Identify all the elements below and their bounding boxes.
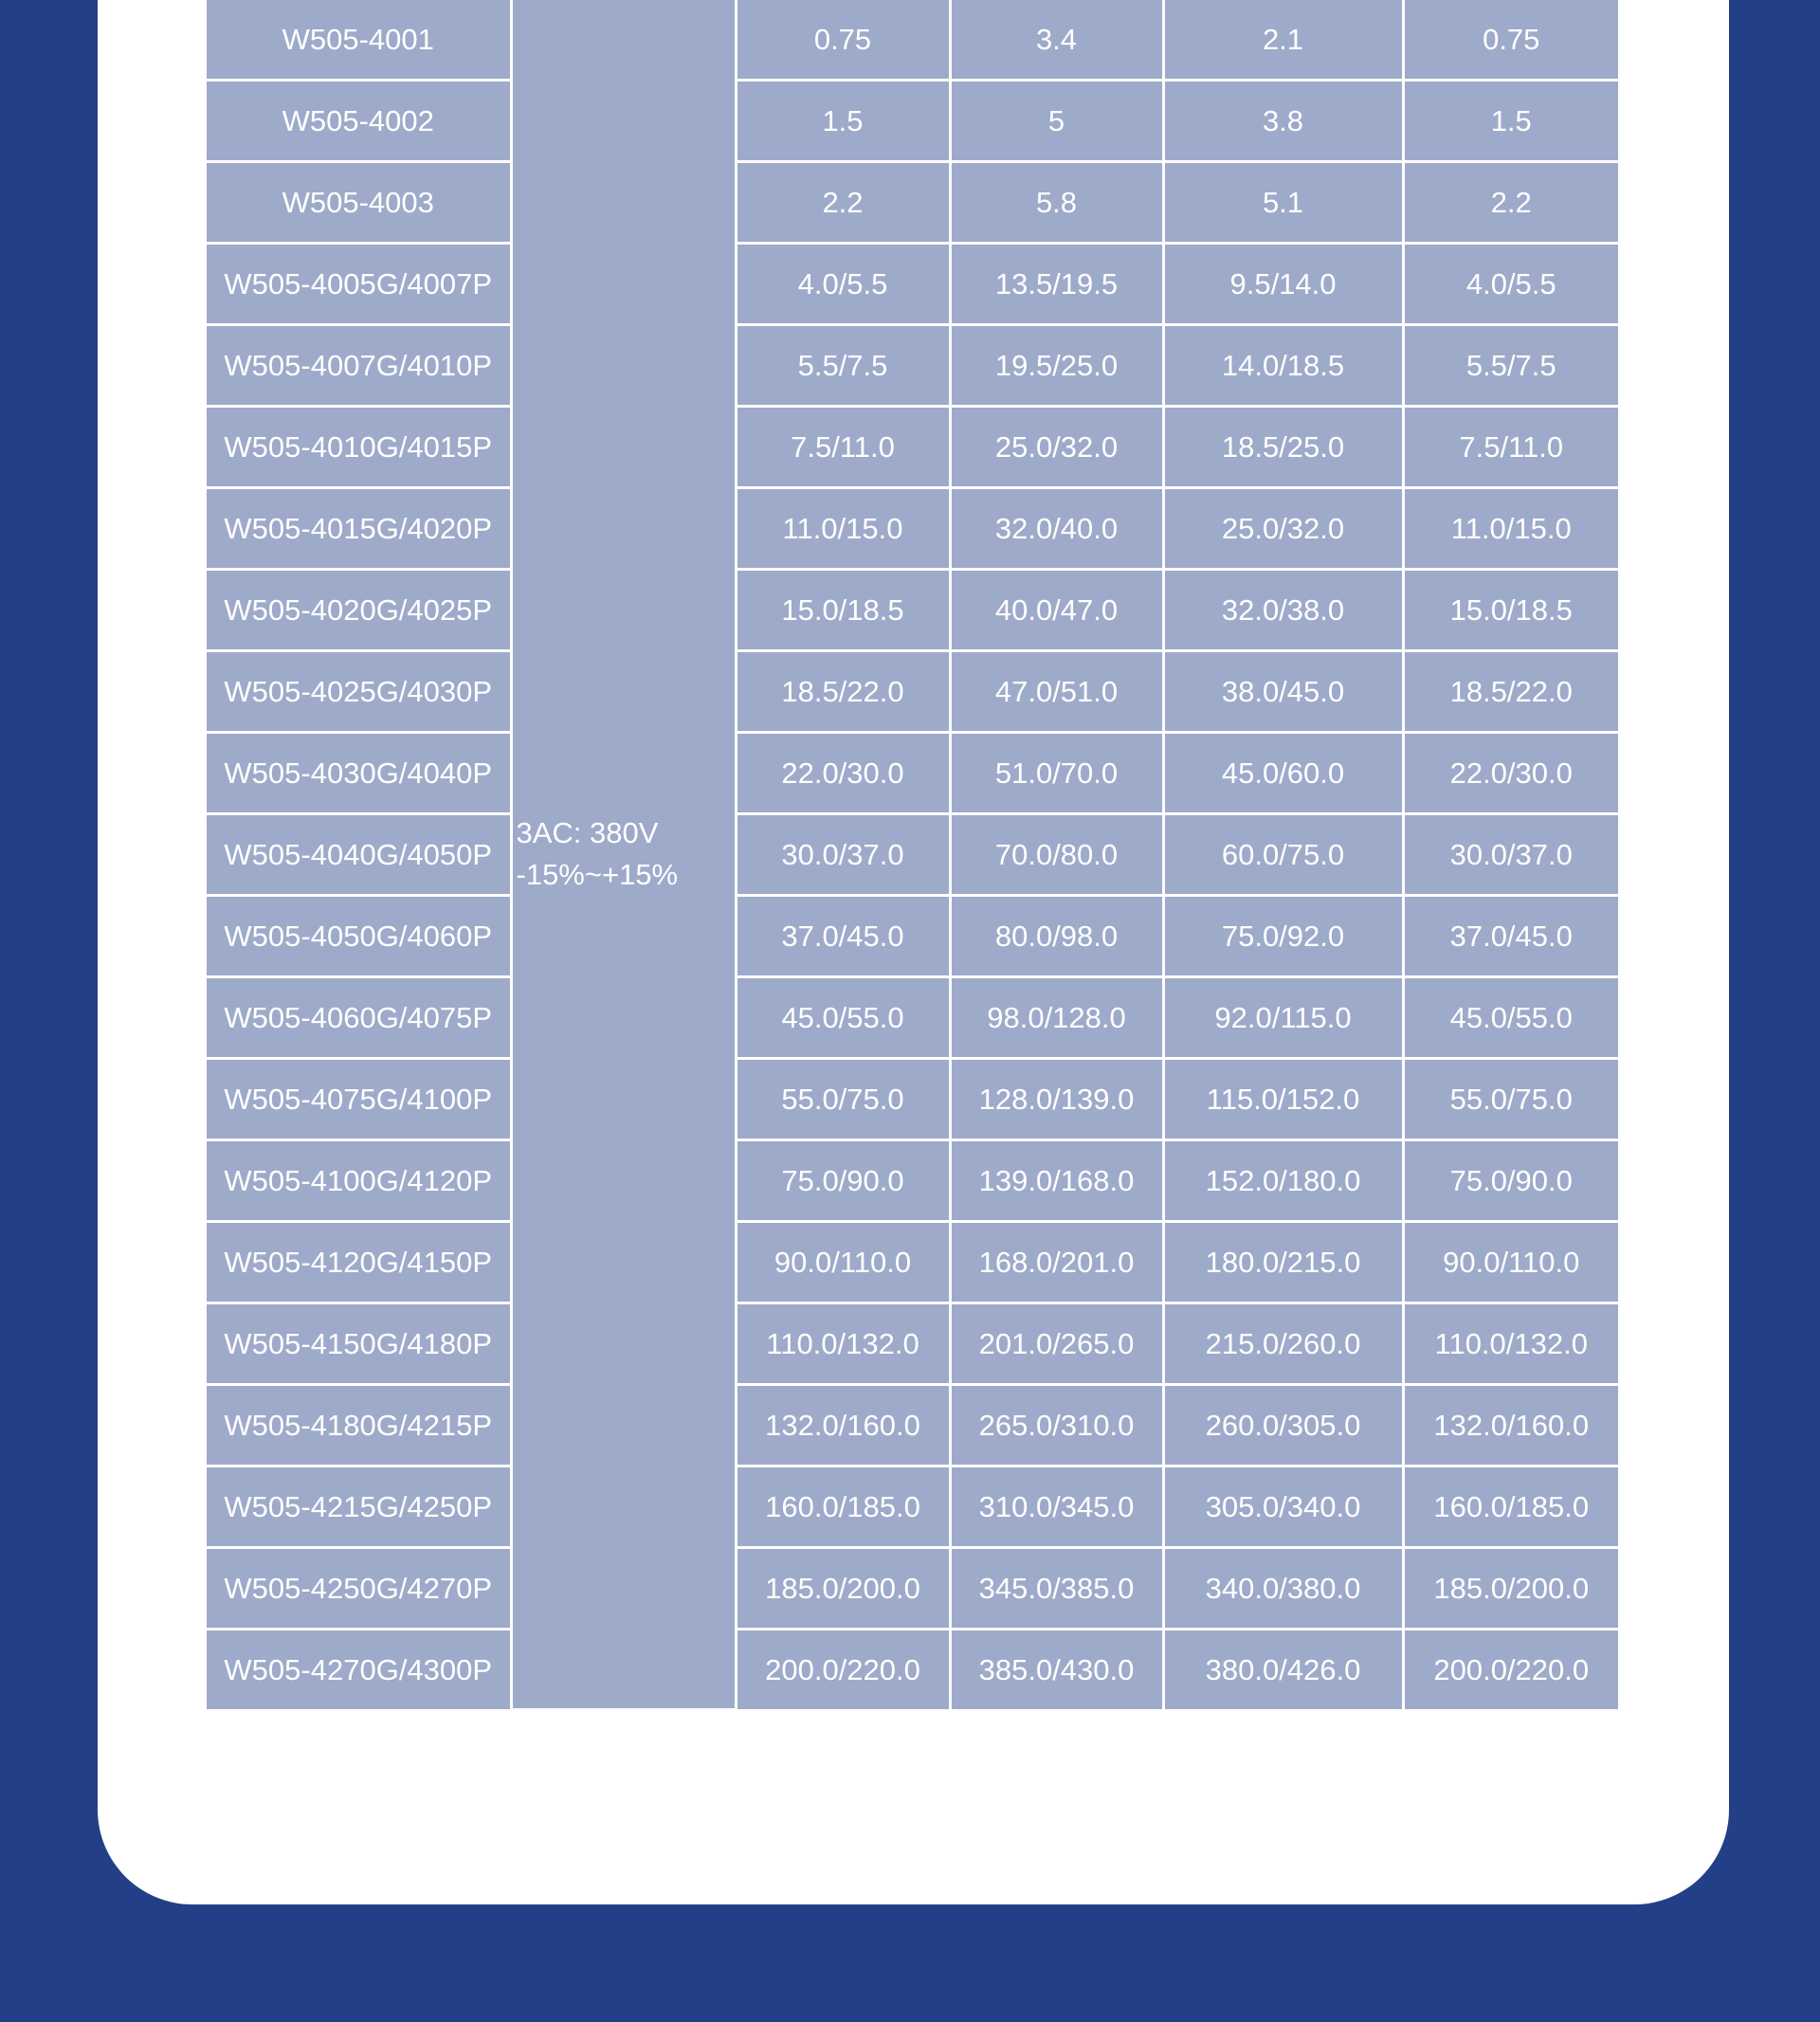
table-cell-c3: 38.0/45.0 xyxy=(1163,651,1403,733)
table-cell-c3: 92.0/115.0 xyxy=(1163,977,1403,1059)
table-cell-c4: 5.5/7.5 xyxy=(1403,325,1618,407)
table-row xyxy=(207,0,1618,81)
table-cell-c1: 18.5/22.0 xyxy=(736,651,950,733)
table-cell-c1: 55.0/75.0 xyxy=(736,1059,950,1140)
table-cell-c4: 55.0/75.0 xyxy=(1403,1059,1618,1140)
table-cell-c3: 2.1 xyxy=(1163,0,1403,81)
table-cell-c2: 128.0/139.0 xyxy=(950,1059,1163,1140)
table-cell-c3: 340.0/380.0 xyxy=(1163,1548,1403,1630)
table-cell-c2: 168.0/201.0 xyxy=(950,1222,1163,1303)
table-row xyxy=(207,1303,1618,1385)
table-cell-model: W505-4180G/4215P xyxy=(207,1385,511,1466)
table-cell-c1: 1.5 xyxy=(736,81,950,162)
table-row xyxy=(207,977,1618,1059)
table-cell-c4: 160.0/185.0 xyxy=(1403,1466,1618,1548)
table-row xyxy=(207,407,1618,488)
table-cell-c2: 98.0/128.0 xyxy=(950,977,1163,1059)
table-cell-c2: 40.0/47.0 xyxy=(950,570,1163,651)
table-row xyxy=(207,1466,1618,1548)
table-cell-c4: 0.75 xyxy=(1403,0,1618,81)
table-cell-c4: 185.0/200.0 xyxy=(1403,1548,1618,1630)
table-row xyxy=(207,488,1618,570)
table-row xyxy=(207,162,1618,244)
table-cell-c1: 4.0/5.5 xyxy=(736,244,950,325)
table-cell-model: W505-4002 xyxy=(207,81,511,162)
table-cell-c3: 32.0/38.0 xyxy=(1163,570,1403,651)
table-cell-c3: 14.0/18.5 xyxy=(1163,325,1403,407)
table-cell-model: W505-4007G/4010P xyxy=(207,325,511,407)
table-row xyxy=(207,1385,1618,1466)
table-cell-c1: 90.0/110.0 xyxy=(736,1222,950,1303)
table-cell-c2: 47.0/51.0 xyxy=(950,651,1163,733)
table-cell-c4: 132.0/160.0 xyxy=(1403,1385,1618,1466)
table-cell-c3: 60.0/75.0 xyxy=(1163,814,1403,896)
table-row xyxy=(207,81,1618,162)
table-row xyxy=(207,733,1618,814)
table-cell-c1: 5.5/7.5 xyxy=(736,325,950,407)
table-cell-model: W505-4001 xyxy=(207,0,511,81)
table-cell-model: W505-4060G/4075P xyxy=(207,977,511,1059)
table-cell-c3: 180.0/215.0 xyxy=(1163,1222,1403,1303)
table-cell-c1: 75.0/90.0 xyxy=(736,1140,950,1222)
table-cell-model: W505-4150G/4180P xyxy=(207,1303,511,1385)
table-cell-c1: 160.0/185.0 xyxy=(736,1466,950,1548)
table-cell-model: W505-4025G/4030P xyxy=(207,651,511,733)
table-cell-c1: 200.0/220.0 xyxy=(736,1630,950,1710)
table-cell-c4: 90.0/110.0 xyxy=(1403,1222,1618,1303)
table-cell-c3: 25.0/32.0 xyxy=(1163,488,1403,570)
table-cell-c3: 5.1 xyxy=(1163,162,1403,244)
table-cell-model: W505-4003 xyxy=(207,162,511,244)
table-cell-c3: 75.0/92.0 xyxy=(1163,896,1403,977)
table-cell-c2: 345.0/385.0 xyxy=(950,1548,1163,1630)
table-cell-c1: 132.0/160.0 xyxy=(736,1385,950,1466)
table-cell-c4: 11.0/15.0 xyxy=(1403,488,1618,570)
spec-table-body xyxy=(207,0,1618,1709)
table-cell-model: W505-4250G/4270P xyxy=(207,1548,511,1630)
table-cell-model: W505-4005G/4007P xyxy=(207,244,511,325)
table-cell-c2: 32.0/40.0 xyxy=(950,488,1163,570)
table-cell-c4: 22.0/30.0 xyxy=(1403,733,1618,814)
table-cell-c3: 45.0/60.0 xyxy=(1163,733,1403,814)
table-cell-model: W505-4030G/4040P xyxy=(207,733,511,814)
table-cell-c3: 215.0/260.0 xyxy=(1163,1303,1403,1385)
table-cell-c2: 5 xyxy=(950,81,1163,162)
table-row xyxy=(207,814,1618,896)
table-row xyxy=(207,570,1618,651)
table-cell-c4: 110.0/132.0 xyxy=(1403,1303,1618,1385)
table-cell-c3: 115.0/152.0 xyxy=(1163,1059,1403,1140)
table-cell-c2: 310.0/345.0 xyxy=(950,1466,1163,1548)
table-row xyxy=(207,244,1618,325)
table-cell-c1: 2.2 xyxy=(736,162,950,244)
table-cell-c3: 152.0/180.0 xyxy=(1163,1140,1403,1222)
table-cell-c3: 3.8 xyxy=(1163,81,1403,162)
table-cell-c3: 380.0/426.0 xyxy=(1163,1630,1403,1710)
table-cell-c4: 15.0/18.5 xyxy=(1403,570,1618,651)
table-cell-c1: 110.0/132.0 xyxy=(736,1303,950,1385)
table-cell-c1: 37.0/45.0 xyxy=(736,896,950,977)
table-cell-c2: 70.0/80.0 xyxy=(950,814,1163,896)
table-cell-c3: 260.0/305.0 xyxy=(1163,1385,1403,1466)
table-row xyxy=(207,1548,1618,1630)
table-cell-c1: 30.0/37.0 xyxy=(736,814,950,896)
table-cell-c2: 139.0/168.0 xyxy=(950,1140,1163,1222)
table-cell-c2: 265.0/310.0 xyxy=(950,1385,1163,1466)
table-row xyxy=(207,1059,1618,1140)
table-cell-c4: 4.0/5.5 xyxy=(1403,244,1618,325)
table-cell-c4: 37.0/45.0 xyxy=(1403,896,1618,977)
table-cell-c4: 30.0/37.0 xyxy=(1403,814,1618,896)
table-cell-c4: 18.5/22.0 xyxy=(1403,651,1618,733)
table-cell-c2: 80.0/98.0 xyxy=(950,896,1163,977)
table-cell-model: W505-4040G/4050P xyxy=(207,814,511,896)
table-row xyxy=(207,325,1618,407)
table-row xyxy=(207,1222,1618,1303)
spec-table xyxy=(207,0,1618,1711)
table-cell-c2: 385.0/430.0 xyxy=(950,1630,1163,1710)
table-cell-c2: 5.8 xyxy=(950,162,1163,244)
table-cell-model: W505-4270G/4300P xyxy=(207,1630,511,1710)
table-cell-model: W505-4015G/4020P xyxy=(207,488,511,570)
table-cell-c1: 15.0/18.5 xyxy=(736,570,950,651)
table-row xyxy=(207,896,1618,977)
table-cell-c2: 25.0/32.0 xyxy=(950,407,1163,488)
table-cell-c1: 11.0/15.0 xyxy=(736,488,950,570)
table-cell-c1: 185.0/200.0 xyxy=(736,1548,950,1630)
table-cell-model: W505-4050G/4060P xyxy=(207,896,511,977)
table-cell-model: W505-4100G/4120P xyxy=(207,1140,511,1222)
table-cell-c3: 305.0/340.0 xyxy=(1163,1466,1403,1548)
table-cell-c2: 51.0/70.0 xyxy=(950,733,1163,814)
table-cell-c2: 13.5/19.5 xyxy=(950,244,1163,325)
table-cell-c4: 2.2 xyxy=(1403,162,1618,244)
table-cell-c3: 9.5/14.0 xyxy=(1163,244,1403,325)
table-cell-model: W505-4215G/4250P xyxy=(207,1466,511,1548)
table-row xyxy=(207,1140,1618,1222)
input-voltage-line-2: -15%~+15% xyxy=(516,857,679,891)
table-cell-c1: 45.0/55.0 xyxy=(736,977,950,1059)
table-cell-c1: 0.75 xyxy=(736,0,950,81)
input-voltage-cell xyxy=(511,0,736,1709)
table-cell-model: W505-4020G/4025P xyxy=(207,570,511,651)
table-cell-model: W505-4120G/4150P xyxy=(207,1222,511,1303)
table-cell-model: W505-4010G/4015P xyxy=(207,407,511,488)
table-cell-c4: 7.5/11.0 xyxy=(1403,407,1618,488)
table-cell-c1: 7.5/11.0 xyxy=(736,407,950,488)
table-cell-c2: 19.5/25.0 xyxy=(950,325,1163,407)
table-cell-c4: 45.0/55.0 xyxy=(1403,977,1618,1059)
table-cell-c3: 18.5/25.0 xyxy=(1163,407,1403,488)
table-cell-model: W505-4075G/4100P xyxy=(207,1059,511,1140)
table-cell-c2: 3.4 xyxy=(950,0,1163,81)
table-cell-c4: 75.0/90.0 xyxy=(1403,1140,1618,1222)
table-row xyxy=(207,1630,1618,1710)
table-cell-c4: 1.5 xyxy=(1403,81,1618,162)
table-row xyxy=(207,651,1618,733)
table-cell-c2: 201.0/265.0 xyxy=(950,1303,1163,1385)
input-voltage-line-1: 3AC: 380V xyxy=(516,815,659,849)
table-cell-c4: 200.0/220.0 xyxy=(1403,1630,1618,1710)
table-cell-c1: 22.0/30.0 xyxy=(736,733,950,814)
